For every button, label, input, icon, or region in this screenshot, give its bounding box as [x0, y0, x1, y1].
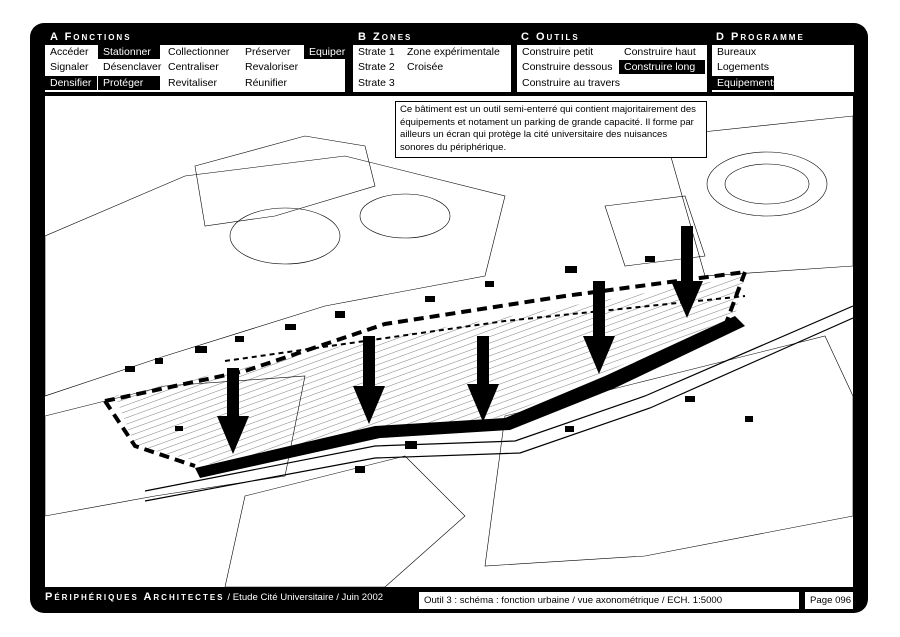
menu-item-revitaliser[interactable]: Revitaliser — [168, 77, 218, 89]
caption-box: Outil 3 : schéma : fonction urbaine / vue axonométrique / ECH. 1:5000 — [419, 592, 799, 609]
menu-item-preserver[interactable]: Préserver — [245, 46, 291, 58]
menu-item-stationner[interactable]: Stationner — [98, 45, 160, 59]
map-drawing — [45, 96, 853, 587]
menu-item-croisee[interactable]: Croisée — [407, 61, 444, 73]
study-info: / Etude Cité Universitaire / Juin 2002 — [227, 592, 384, 603]
menu-item-construire-dessous[interactable]: Construire dessous — [522, 61, 613, 73]
menu-header-programme: D Programme — [716, 31, 805, 43]
callout-description: Ce bâtiment est un outil semi-enterré qui contient majoritairement des équipements et notament un parking de grande capacité. Il forme par ailleurs un écran qui protège la cité universitaire des nuisances sonores du périphérique. — [395, 101, 707, 158]
menu-item-densifier[interactable]: Densifier — [45, 76, 97, 90]
menu-header-zones: B Zones — [358, 31, 413, 43]
menu-item-proteger[interactable]: Protéger — [98, 76, 160, 90]
menu-programme — [711, 44, 855, 93]
axonometric-map — [45, 96, 853, 587]
menu-item-logements[interactable]: Logements — [717, 61, 769, 73]
menu-item-equipements[interactable]: Equipements — [712, 76, 774, 90]
menu-item-construire-long[interactable]: Construire long — [619, 60, 705, 74]
menu-item-revaloriser[interactable]: Revaloriser — [245, 61, 299, 73]
menu-zones — [352, 44, 512, 93]
menu-item-signaler[interactable]: Signaler — [50, 61, 89, 73]
menu-item-strate-2[interactable]: Strate 2 — [358, 61, 395, 73]
menu-fonctions — [44, 44, 346, 93]
menu-item-strate-3[interactable]: Strate 3 — [358, 77, 395, 89]
page-number: Page 096 — [805, 592, 853, 609]
menu-item-reunifier[interactable]: Réunifier — [245, 77, 288, 89]
menu-item-construire-petit[interactable]: Construire petit — [522, 46, 594, 58]
firm-name: Périphériques Architectes — [45, 591, 225, 603]
footer-credit — [45, 590, 383, 605]
menu-item-bureaux[interactable]: Bureaux — [717, 46, 757, 58]
menu-item-construire-au-travers[interactable]: Construire au travers — [522, 77, 621, 89]
menu-item-equiper[interactable]: Equiper — [304, 45, 345, 59]
menu-item-construire-haut[interactable]: Construire haut — [624, 46, 696, 58]
menu-item-strate-1[interactable]: Strate 1 — [358, 46, 395, 58]
menu-item-centraliser[interactable]: Centraliser — [168, 61, 219, 73]
menu-header-outils: C Outils — [521, 31, 580, 43]
menu-header-fonctions: A Fonctions — [50, 31, 132, 43]
menu-item-acceder[interactable]: Accéder — [50, 46, 89, 58]
menu-outils — [516, 44, 708, 93]
menu-item-zone-experimentale[interactable]: Zone expérimentale — [407, 46, 500, 58]
menu-item-collectionner[interactable]: Collectionner — [168, 46, 230, 58]
menu-item-desenclaver[interactable]: Désenclaver — [103, 61, 162, 73]
